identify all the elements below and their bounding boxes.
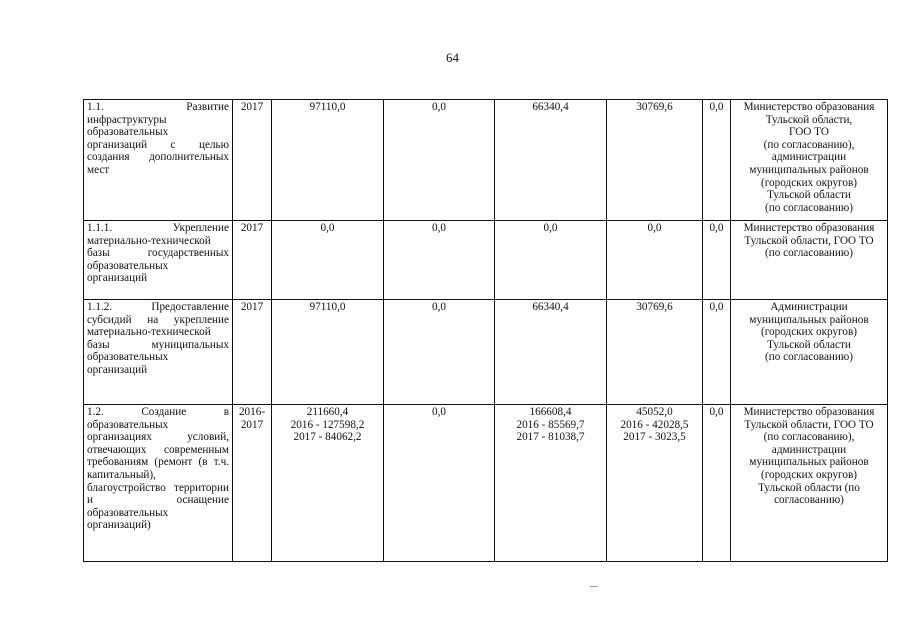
page-number: 64 [446,50,459,65]
executor-line: муниципальных районов [749,163,869,176]
regional-line: 2016 - 85569,7 [516,418,585,431]
executor-line: (по согласованию) [765,247,853,260]
regional-line: 0,0 [543,222,558,234]
federal-funding-cell: 0,0 [384,221,495,300]
regional-funding-cell [495,221,607,300]
year-cell [233,100,272,221]
year-line: 2017 [240,101,264,113]
executor-line: Министерство образования [743,101,875,113]
table-row [84,300,888,405]
executor-line: (по согласованию) [765,201,853,214]
executor-line: Тульской области, ГОО ТО [744,234,874,247]
year-line: 2017 [240,222,264,234]
other-funding-cell: 0,0 [703,100,731,221]
activity-name-cell: 1.2. Создание в образовательных организациях условий, отвечающих современным требованиям (ремонт (в т.ч. капитальный), благоустройство территории и оснащение образовательных организаций) [84,405,233,562]
total-line: 97110,0 [309,101,346,113]
executor-line: Тульской области (по [758,481,860,494]
executor-cell [731,221,888,300]
federal-funding-cell: 0,0 [384,100,495,221]
total-line: 0,0 [320,222,335,234]
total-funding-cell [272,221,384,300]
regional-funding-cell [495,300,607,405]
executor-cell [731,405,888,562]
municipal-line: 30769,6 [636,301,673,313]
executor-line: администрации [771,443,847,456]
municipal-funding-cell [607,405,703,562]
executor-line: (городских округов) [761,326,857,339]
total-funding-cell [272,405,384,562]
municipal-line: 45052,0 [636,406,673,418]
executor-line: Тульской области, ГОО ТО [744,418,874,431]
executor-line: Министерство образования [743,222,875,234]
table-row [84,405,888,562]
executor-line: (по согласованию), [763,138,855,151]
municipal-line: 0,0 [647,222,662,234]
executor-line: Министерство образования [743,406,875,418]
total-funding-cell [272,300,384,405]
activity-name-cell: 1.1.2. Предоставление субсидий на укрепление материально-технической базы муниципальных образовательных организаций [84,300,233,405]
regional-funding-cell [495,100,607,221]
total-line: 2016 - 127598,2 [290,418,365,431]
scan-mark [590,586,598,587]
municipal-line: 30769,6 [636,101,673,113]
total-line: 97110,0 [309,301,346,313]
executor-line: (городских округов) [761,468,857,481]
executor-line: муниципальных районов [749,456,869,469]
regional-line: 2017 - 81038,7 [516,431,585,444]
year-line: 2016- [238,406,266,418]
regional-line: 66340,4 [532,301,569,313]
other-funding-cell: 0,0 [703,221,731,300]
executor-line: (по согласованию), [763,431,855,444]
year-cell [233,405,272,562]
total-funding-cell [272,100,384,221]
executor-line: Тульской области, [765,113,853,126]
federal-funding-cell: 0,0 [384,405,495,562]
executor-cell [731,100,888,221]
executor-line: (городских округов) [761,176,857,189]
total-line: 2017 - 84062,2 [293,431,362,444]
table-row [84,100,888,221]
federal-funding-cell: 0,0 [384,300,495,405]
regional-line: 166608,4 [529,406,572,418]
year-cell [233,221,272,300]
executor-line: согласованию) [774,494,844,507]
executor-cell [731,300,888,405]
activity-name-cell: 1.1. Развитие инфраструктуры образовательных организаций с целью создания дополнительных мест [84,100,233,221]
regional-funding-cell [495,405,607,562]
executor-line: ГОО ТО [789,126,829,139]
executor-line: Тульской области [767,189,851,202]
executor-line: Администрации [770,301,848,313]
municipal-line: 2017 - 3023,5 [623,431,686,444]
year-line: 2017 [240,418,264,431]
executor-line: муниципальных районов [749,313,869,326]
executor-line: (по согласованию) [765,351,853,364]
total-line: 211660,4 [306,406,349,418]
municipal-funding-cell [607,221,703,300]
table-row [84,221,888,300]
other-funding-cell: 0,0 [703,300,731,405]
program-funding-table [83,99,888,562]
activity-name-cell: 1.1.1. Укрепление материально-технической базы государственных образовательных организаций [84,221,233,300]
year-cell [233,300,272,405]
municipal-funding-cell [607,100,703,221]
municipal-line: 2016 - 42028,5 [620,418,689,431]
executor-line: администрации [771,151,847,164]
municipal-funding-cell [607,300,703,405]
other-funding-cell: 0,0 [703,405,731,562]
regional-line: 66340,4 [532,101,569,113]
executor-line: Тульской области [767,338,851,351]
year-line: 2017 [240,301,264,313]
